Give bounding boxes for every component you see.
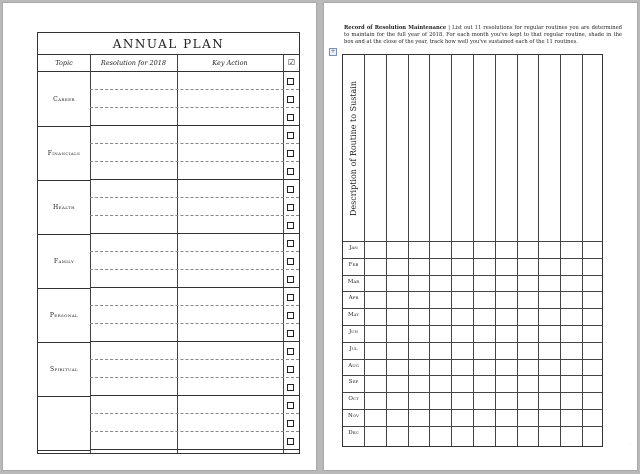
month-label: Nov bbox=[348, 413, 359, 419]
month-row-line bbox=[343, 342, 602, 343]
month-row-line bbox=[343, 325, 602, 326]
empty-checkbox-icon[interactable] bbox=[287, 312, 294, 319]
routine-column-line bbox=[582, 55, 583, 446]
routine-column-line bbox=[560, 55, 561, 446]
plan-row[interactable] bbox=[90, 144, 299, 162]
empty-checkbox-icon[interactable] bbox=[287, 366, 294, 373]
empty-checkbox-icon[interactable] bbox=[287, 168, 294, 175]
month-row-line bbox=[343, 426, 602, 427]
month-label: Aug bbox=[348, 362, 359, 369]
maintenance-heading: Record of Resolution Maintenance bbox=[344, 25, 447, 31]
action-column-header: Key Action bbox=[177, 55, 283, 72]
routine-column-line bbox=[517, 55, 518, 446]
plan-row[interactable] bbox=[90, 288, 299, 306]
empty-checkbox-icon[interactable] bbox=[287, 348, 294, 355]
right-page bbox=[324, 3, 637, 470]
plan-row[interactable] bbox=[90, 90, 299, 108]
routine-column-line bbox=[451, 55, 452, 446]
topic-cell: Career bbox=[38, 72, 90, 127]
month-label: Feb bbox=[348, 261, 359, 268]
plan-row[interactable] bbox=[90, 180, 299, 198]
plan-row[interactable] bbox=[90, 360, 299, 378]
annual-plan-title: ANNUAL PLAN bbox=[38, 33, 299, 55]
topic-cell: Spiritual bbox=[38, 342, 90, 397]
description-cell bbox=[343, 55, 364, 241]
empty-checkbox-icon[interactable] bbox=[287, 384, 294, 391]
move-handle-icon[interactable]: + bbox=[330, 48, 336, 55]
routine-column-line bbox=[364, 55, 365, 446]
empty-checkbox-icon[interactable] bbox=[287, 438, 294, 445]
routine-column-line bbox=[473, 55, 474, 446]
empty-checkbox-icon[interactable] bbox=[287, 222, 294, 229]
month-row-line bbox=[343, 241, 602, 242]
topic-cell bbox=[38, 396, 90, 451]
routine-column-line bbox=[495, 55, 496, 446]
plan-row[interactable] bbox=[90, 198, 299, 216]
plan-row[interactable] bbox=[90, 108, 299, 126]
plan-row[interactable] bbox=[90, 342, 299, 360]
month-row-line bbox=[343, 258, 602, 259]
maintenance-grid bbox=[342, 54, 603, 447]
empty-checkbox-icon[interactable] bbox=[287, 186, 294, 193]
resolution-column-header: Resolution for 2018 bbox=[90, 55, 177, 72]
empty-checkbox-icon[interactable] bbox=[287, 240, 294, 247]
plan-row[interactable] bbox=[90, 270, 299, 288]
plan-row[interactable] bbox=[90, 414, 299, 432]
plan-row[interactable] bbox=[90, 234, 299, 252]
topic-cell: Financials bbox=[38, 126, 90, 181]
month-label: Mar bbox=[347, 278, 360, 285]
empty-checkbox-icon[interactable] bbox=[287, 330, 294, 337]
empty-checkbox-icon[interactable] bbox=[287, 294, 294, 301]
plan-row[interactable] bbox=[90, 306, 299, 324]
routine-column-line bbox=[429, 55, 430, 446]
routine-column-line bbox=[538, 55, 539, 446]
plan-row[interactable] bbox=[90, 72, 299, 90]
plan-row[interactable] bbox=[90, 126, 299, 144]
month-row-line bbox=[343, 275, 602, 276]
plan-row[interactable] bbox=[90, 432, 299, 450]
month-label: Jan bbox=[349, 245, 358, 251]
empty-checkbox-icon[interactable] bbox=[287, 402, 294, 409]
plan-row[interactable] bbox=[90, 252, 299, 270]
topic-column-header: Topic bbox=[38, 55, 90, 72]
description-label: Description of Routine to Sustain bbox=[349, 80, 359, 216]
heading-separator: | bbox=[446, 25, 453, 31]
empty-checkbox-icon[interactable] bbox=[287, 96, 294, 103]
empty-checkbox-icon[interactable] bbox=[287, 78, 294, 85]
empty-checkbox-icon[interactable] bbox=[287, 132, 294, 139]
month-label: Oct bbox=[348, 396, 359, 403]
month-label: May bbox=[348, 312, 359, 319]
plan-row[interactable] bbox=[90, 324, 299, 342]
instructions-text: List out 11 resolutions for regular routines you are determined to maintain for the full year of 2018. For each month you've kept to that regular routine, shade in the box and at the close of the year, track how well you've sustained each of the 11 routines. bbox=[344, 25, 622, 46]
page-mark: . bbox=[629, 441, 631, 446]
empty-checkbox-icon[interactable] bbox=[287, 114, 294, 121]
month-row-line bbox=[343, 308, 602, 309]
topic-cell: Personal bbox=[38, 288, 90, 343]
empty-checkbox-icon[interactable] bbox=[287, 150, 294, 157]
month-row-line bbox=[343, 291, 602, 292]
month-label: Dec bbox=[348, 429, 359, 436]
routine-column-line bbox=[408, 55, 409, 446]
plan-row[interactable] bbox=[90, 396, 299, 414]
empty-checkbox-icon[interactable] bbox=[287, 420, 294, 427]
checked-box-icon: ☑ bbox=[287, 58, 295, 67]
month-label: Sep bbox=[348, 379, 359, 386]
month-row-line bbox=[343, 359, 602, 360]
month-label: Jun bbox=[348, 329, 359, 335]
left-page bbox=[3, 3, 316, 470]
month-label: Jul bbox=[349, 345, 358, 352]
month-row-line bbox=[343, 375, 602, 376]
plan-row[interactable] bbox=[90, 162, 299, 180]
empty-checkbox-icon[interactable] bbox=[287, 204, 294, 211]
topic-cell: Health bbox=[38, 180, 90, 235]
month-row-line bbox=[343, 409, 602, 410]
topic-cell: Family bbox=[38, 234, 90, 289]
month-row-line bbox=[343, 392, 602, 393]
empty-checkbox-icon[interactable] bbox=[287, 276, 294, 283]
plan-row[interactable] bbox=[90, 216, 299, 234]
plan-row[interactable] bbox=[90, 378, 299, 396]
maintenance-instructions bbox=[344, 25, 622, 47]
empty-checkbox-icon[interactable] bbox=[287, 258, 294, 265]
annual-plan-table bbox=[37, 32, 300, 454]
routine-column-line bbox=[386, 55, 387, 446]
month-label: Apr bbox=[348, 295, 359, 302]
